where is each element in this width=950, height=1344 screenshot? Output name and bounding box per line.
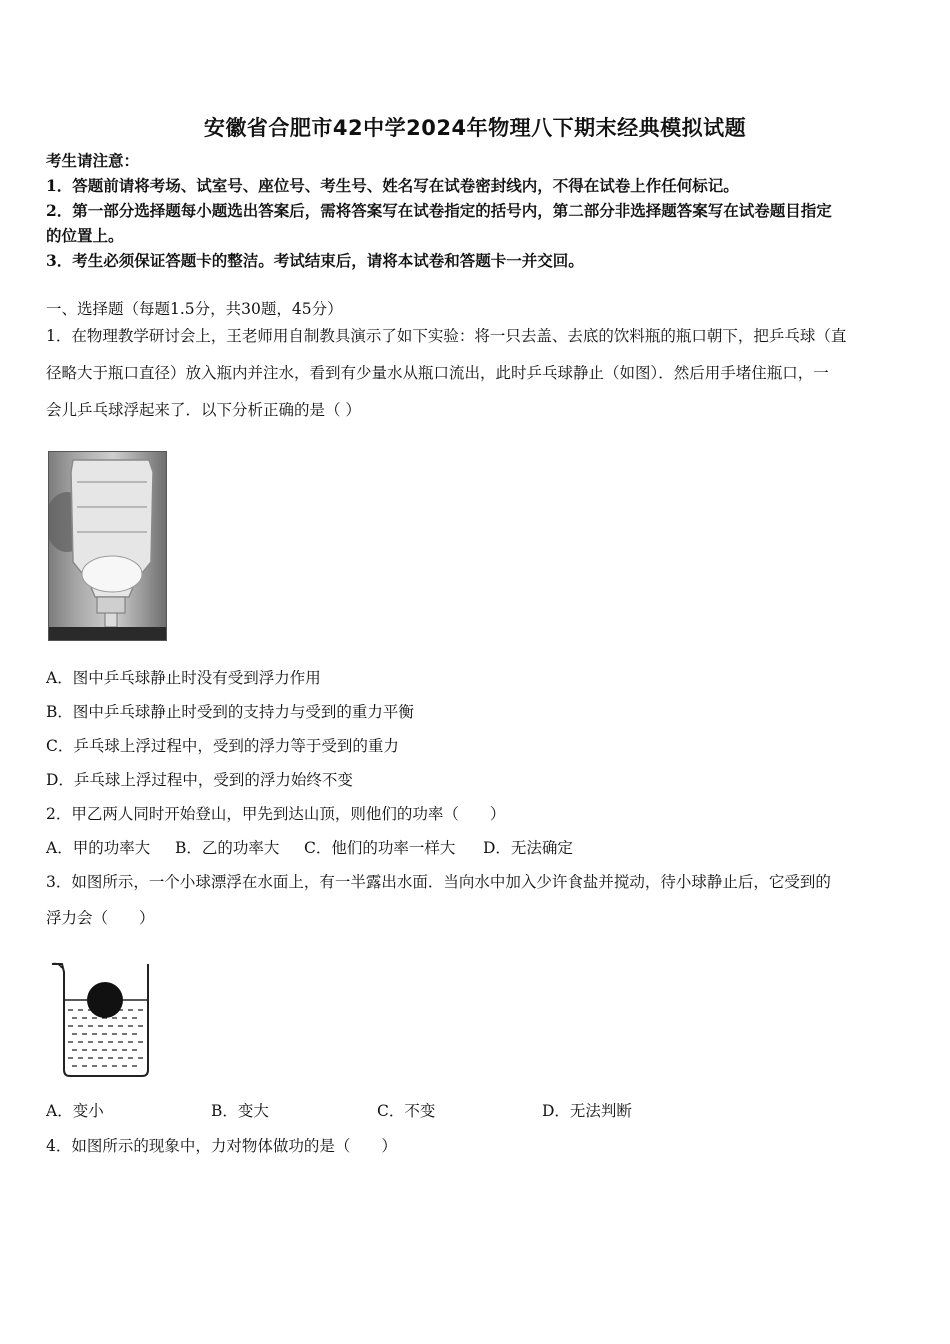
question-1-option-a: A．图中乒乓球静止时没有受到浮力作用 xyxy=(46,669,321,687)
notice-item: 的位置上。 xyxy=(46,226,124,245)
question-2-option-a: A．甲的功率大 xyxy=(46,839,151,857)
notice-item: 2．第一部分选择题每小题选出答案后，需将答案写在试卷指定的括号内，第二部分非选择题答案写在试卷题目指定 xyxy=(46,201,832,220)
question-3-option-c: C．不变 xyxy=(377,1102,436,1120)
notice-heading: 考生请注意： xyxy=(46,151,140,170)
question-2-text: 2．甲乙两人同时开始登山，甲先到达山顶，则他们的功率（ ） xyxy=(46,805,506,823)
question-1-line: 会儿乒乓球浮起来了．以下分析正确的是（ ） xyxy=(46,401,361,419)
page-title: 安徽省合肥市42中学2024年物理八下期末经典模拟试题 xyxy=(203,116,747,140)
notice-item: 3．考生必须保证答题卡的整洁。考试结束后，请将本试卷和答题卡一并交回。 xyxy=(46,251,584,270)
bottle-experiment-photo xyxy=(48,451,167,641)
question-3-option-d: D．无法判断 xyxy=(542,1102,632,1120)
question-2-option-b: B．乙的功率大 xyxy=(175,839,280,857)
beaker-floating-ball-diagram xyxy=(50,960,160,1082)
question-3-option-a: A．变小 xyxy=(46,1102,104,1120)
question-3-option-b: B．变大 xyxy=(211,1102,269,1120)
question-4-text: 4．如图所示的现象中，力对物体做功的是（ ） xyxy=(46,1137,397,1155)
question-2-option-c: C．他们的功率一样大 xyxy=(304,839,456,857)
question-3-line: 3．如图所示，一个小球漂浮在水面上，有一半露出水面．当向水中加入少许食盐并搅动，待小球静止后，它受到的 xyxy=(46,873,831,891)
question-2-option-d: D．无法确定 xyxy=(483,839,573,857)
question-1-option-d: D．乒乓球上浮过程中，受到的浮力始终不变 xyxy=(46,771,353,789)
question-1-line: 1．在物理教学研讨会上，王老师用自制教具演示了如下实验：将一只去盖、去底的饮料瓶的瓶口朝下，把乒乓球（直 xyxy=(46,327,847,345)
section-heading: 一、选择题（每题1.5分，共30题，45分） xyxy=(46,300,343,318)
question-1-option-b: B．图中乒乓球静止时受到的支持力与受到的重力平衡 xyxy=(46,703,414,721)
notice-item: 1．答题前请将考场、试室号、座位号、考生号、姓名写在试卷密封线内，不得在试卷上作任何标记。 xyxy=(46,176,739,195)
question-1-option-c: C．乒乓球上浮过程中，受到的浮力等于受到的重力 xyxy=(46,737,399,755)
question-3-line: 浮力会（ ） xyxy=(46,909,155,927)
question-1-line: 径略大于瓶口直径）放入瓶内并注水，看到有少量水从瓶口流出，此时乒乓球静止（如图）．然后用手堵住瓶口，一 xyxy=(46,364,829,382)
